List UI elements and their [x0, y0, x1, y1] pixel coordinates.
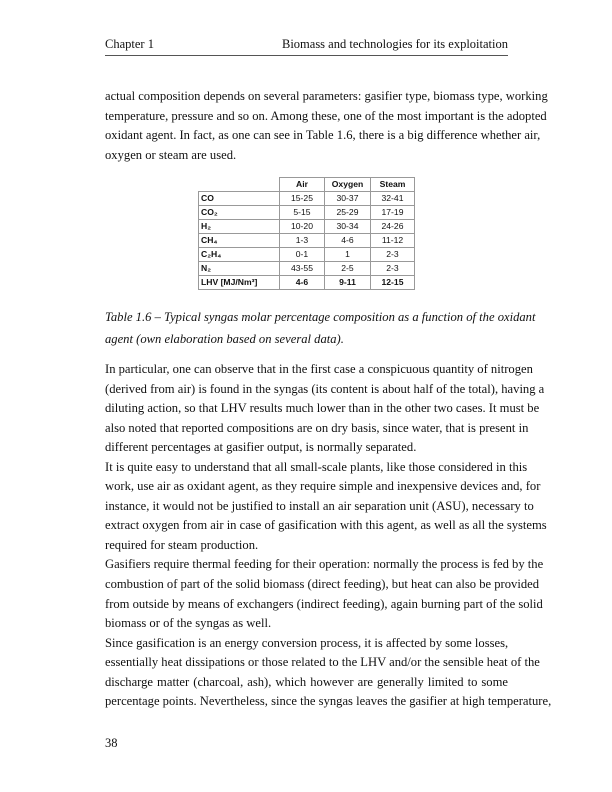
cell: 10-20 — [280, 220, 325, 234]
cell: 12-15 — [371, 276, 415, 290]
cell: 30-34 — [325, 220, 371, 234]
running-header — [105, 37, 508, 52]
header-title: Biomass and technologies for its exploitation — [281, 37, 508, 51]
text-line: essentially heat dissipations or those related to the LHV and/or the sensible heat of the — [105, 655, 540, 670]
row-label: H₂ — [199, 220, 280, 234]
row-label: C₂H₄ — [199, 248, 280, 262]
text-line: (derived from air) is found in the syngas (its content is about half of the total), having a — [105, 381, 545, 396]
text-line: Since gasification is an energy conversion process, it is affected by some losses, — [105, 635, 509, 650]
cell: 4-6 — [325, 234, 371, 248]
column-header: Oxygen — [325, 178, 371, 192]
text-line: oxidant agent. In fact, as one can see in Table 1.6, there is a big difference whether air, — [105, 128, 541, 143]
text-line: actual composition depends on several parameters: gasifier type, biomass type, working — [105, 89, 548, 103]
cell: 24-26 — [371, 220, 415, 234]
cell: 32-41 — [371, 192, 415, 206]
text-line: In particular, one can observe that in the first case a conspicuous quantity of nitrogen — [105, 362, 533, 376]
cell: 30-37 — [325, 192, 371, 206]
text-line: biomass or of the syngas as well. — [105, 616, 272, 631]
text-line: from outside by means of exchangers (indirect feeding), again burning part of the solid — [105, 596, 543, 611]
table-header-row — [199, 178, 415, 192]
cell: 17-19 — [371, 206, 415, 220]
table-row — [199, 234, 415, 248]
table-row — [199, 192, 415, 206]
cell: 43-55 — [280, 262, 325, 276]
table-row — [199, 248, 415, 262]
row-label: CH₄ — [199, 234, 280, 248]
cell: 2-3 — [371, 262, 415, 276]
text-line: diluting action, so that LHV results much lower than in the other two cases. It must be — [105, 401, 540, 416]
cell: 1 — [325, 248, 371, 262]
row-label: LHV [MJ/Nm³] — [199, 276, 280, 290]
table-row — [199, 262, 415, 276]
table-caption — [105, 306, 536, 350]
caption-line: Table 1.6 – Typical syngas molar percentage composition as a function of the oxidant — [105, 310, 536, 324]
cell: 0-1 — [280, 248, 325, 262]
text-line: extract oxygen from air in case of gasification with this agent, as well as all the systems — [105, 518, 547, 533]
header-rule — [105, 55, 508, 56]
cell: 1-3 — [280, 234, 325, 248]
text-line: percentage points. Nevertheless, since the syngas leaves the gasifier at high temperature, — [105, 694, 552, 709]
caption-line: agent (own elaboration based on several data). — [105, 332, 344, 346]
row-label: N₂ — [199, 262, 280, 276]
text-line: work, use air as oxidant agent, as they require simple and inexpensive devices and, for — [105, 479, 541, 494]
text-line: instance, it would not be justified to install an air separation unit (ASU), necessary to — [105, 498, 534, 513]
text-line: temperature, pressure and so on. Among these, one of the most important is the adopted — [105, 108, 547, 123]
table-row — [199, 206, 415, 220]
paragraph-3 — [105, 458, 547, 556]
text-line: different percentages at gasifier output, is normally separated. — [105, 440, 417, 455]
paragraph-1 — [105, 87, 548, 165]
text-line: discharge matter (charcoal, ash), which however are generally limited to some — [105, 674, 508, 689]
paragraph-4 — [105, 555, 544, 633]
table-row — [199, 220, 415, 234]
paragraph-2 — [105, 360, 545, 458]
row-label: CO — [199, 192, 280, 206]
header-chapter: Chapter 1 — [105, 37, 154, 51]
text-line: required for steam production. — [105, 537, 259, 552]
page-number: 38 — [105, 736, 118, 750]
cell: 4-6 — [280, 276, 325, 290]
body-text — [105, 360, 552, 712]
cell: 25-29 — [325, 206, 371, 220]
text-line: It is quite easy to understand that all small-scale plants, like those considered in this — [105, 459, 528, 474]
text-line: also noted that reported compositions are on dry basis, since water, that is present in — [105, 420, 529, 435]
text-line: oxygen or steam are used. — [105, 147, 237, 162]
column-header: Air — [280, 178, 325, 192]
text-line: Gasifiers require thermal feeding for their operation: normally the process is fed by the — [105, 557, 544, 572]
cell: 11-12 — [371, 234, 415, 248]
syngas-composition-table — [198, 177, 415, 290]
cell: 9-11 — [325, 276, 371, 290]
column-header: Steam — [371, 178, 415, 192]
table-row — [199, 276, 415, 290]
cell: 2-3 — [371, 248, 415, 262]
text-line: combustion of part of the solid biomass (direct feeding), but heat can also be provided — [105, 577, 540, 592]
cell: 15-25 — [280, 192, 325, 206]
cell: 2-5 — [325, 262, 371, 276]
cell: 5-15 — [280, 206, 325, 220]
paragraph-5 — [105, 634, 552, 712]
row-label: CO₂ — [199, 206, 280, 220]
